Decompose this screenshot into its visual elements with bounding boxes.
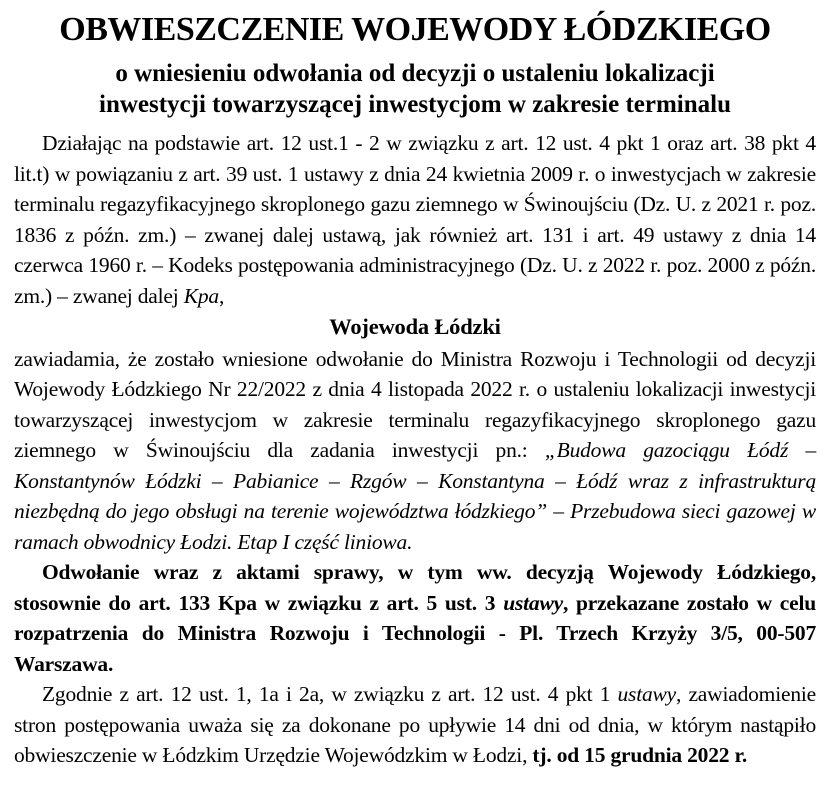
text-segment: Kpa (183, 283, 219, 308)
legal-basis-paragraph (14, 128, 816, 311)
text-segment: , (218, 283, 225, 308)
text-segment: tj. od 15 grudnia 2022 r. (532, 743, 748, 768)
subtitle-line-1: o wniesieniu odwołania od decyzji o ustaleniu lokalizacji (115, 60, 715, 88)
text-segment: zawiadamia, że zostało wniesione odwołanie do Ministra Rozwoju i Technologii od decyzji Wojewody Łódzkiego Nr 22/2022 z dnia 4 listopada 2022 r. o ustaleniu lokalizacji inwestycji towarzyszącej inwestycjom w zakresie terminalu regazyfikacyjnego skroplonego gazu ziemnego w Świnoujściu dla zadania inwestycji pn.: (14, 346, 816, 463)
text-segment: Odwołanie wraz z aktami sprawy, w tym ww. decyzją Wojewody Łódzkiego, stosownie do art. 133 Kpa w związku z art. 5 ust. 3 (14, 560, 816, 615)
text-segment: ustawy (503, 590, 563, 615)
document-title: OBWIESZCZENIE WOJEWODY ŁÓDZKIEGO (59, 11, 771, 48)
notification-paragraph (14, 344, 816, 558)
issuer-heading (14, 312, 816, 343)
text-segment: Wojewoda Łódzki (329, 314, 501, 340)
subtitle-line-2: inwestycji towarzyszącej inwestycjom w zakresie terminalu (99, 91, 731, 119)
text-segment: Działając na podstawie art. 12 ust.1 - 2 w związku z art. 12 ust. 4 pkt 1 oraz art. 38 pkt 4 lit.t) w powiązaniu z art. 39 ust. 1 ustawy z dnia 24 kwietnia 2009 r. o inwestycjach w zakresie terminalu regazyfikacyjnego skroplonego gazu ziemnego w Świnoujściu (Dz. U. z 2021 r. poz. 1836 z późn. zm.) – zwanej dalej ustawą, jak również art. 131 i art. 49 ustawy z dnia 14 czerwca 1960 r. – Kodeks postępowania administracyjnego (Dz. U. z 2022 r. poz. 2000 z późn. zm.) – zwanej dalej (14, 131, 816, 308)
text-segment: ustawy (617, 682, 677, 707)
text-segment: Zgodnie z art. 12 ust. 1, 1a i 2a, w związku z art. 12 ust. 4 pkt 1 (42, 682, 618, 707)
text-segment: „Budowa gazociągu Łódź – Konstantynów Łódzki – Pabianice – Rzgów – Konstantyna – Łódź wraz z infrastrukturą niezbędną do jego obsługi na terenie województwa łódzkiego” – Przebudowa sieci gazowej w ramach obwodnicy Łodzi. Etap I część liniowa. (14, 438, 816, 554)
notice-effective-paragraph (14, 679, 816, 771)
document-subtitle (14, 58, 816, 120)
text-segment: , przekazane zostało w celu rozpatrzenia do Ministra Rozwoju i Technologii - Pl. Trzech Krzyży 3/5, 00-507 Warszawa. (14, 590, 816, 676)
text-segment: , zawiadomienie stron postępowania uważa się za dokonane po upływie 14 dni od dnia, w którym nastąpiło obwieszczenie w Łódzkim Urzędzie Wojewódzkim w Łodzi, (14, 682, 816, 768)
appeal-transfer-paragraph (14, 557, 816, 679)
document-body (14, 128, 816, 771)
